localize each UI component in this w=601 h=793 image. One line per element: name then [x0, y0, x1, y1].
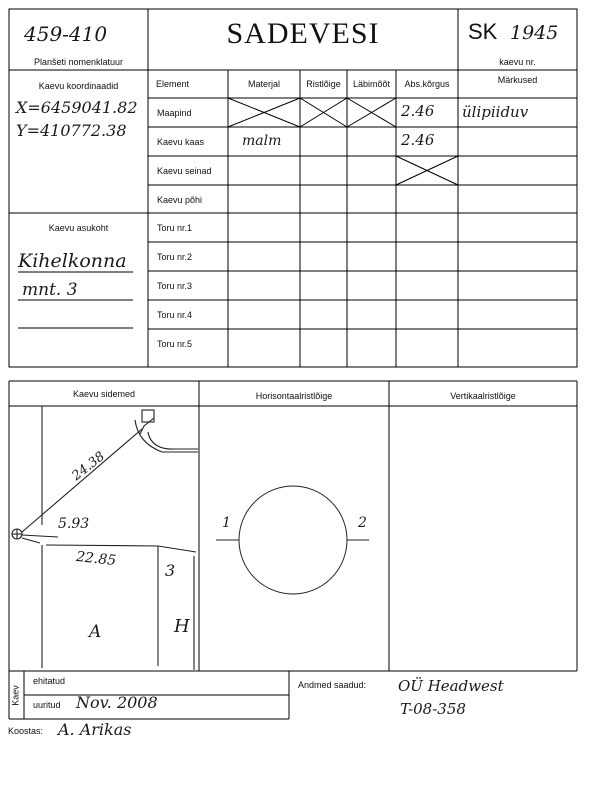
abs-height-cover: 2.46 [401, 131, 435, 149]
row-label: Toru nr.4 [157, 310, 193, 320]
dimension-3: 22.85 [75, 548, 117, 570]
sketch-col1-label: Kaevu sidemed [72, 389, 136, 399]
well-sketch [12, 406, 198, 670]
well-prefix: SK [468, 19, 498, 44]
col-header-material: Materjal [247, 79, 280, 89]
note-ground: ülipiiduv [462, 103, 529, 121]
row-label: Toru nr.5 [157, 339, 193, 349]
sketch-col2-label: Horisontaalristlõige [255, 391, 333, 401]
data-source-line2: T-08-358 [400, 700, 466, 718]
col-header-cross-section: Ristlõige [306, 79, 341, 89]
coord-x: X=6459041.82 [16, 98, 138, 117]
side-label: Kaev [10, 685, 21, 706]
location-line1: Kihelkonna [18, 250, 127, 272]
location-line2: mnt. 3 [22, 280, 78, 300]
compiler-value: A. Arikas [58, 720, 132, 739]
col-header-notes: Märkused [497, 75, 538, 85]
row-label: Toru nr.3 [157, 281, 193, 291]
abs-height-ground: 2.46 [401, 102, 435, 120]
row-label: Kaevu seinad [157, 166, 212, 176]
dimension-2: 5.93 [58, 516, 90, 532]
horizontal-section [216, 486, 369, 594]
sketch-col3-label: Vertikaalristlõige [450, 391, 516, 401]
built-label: ehitatud [33, 676, 66, 686]
dimension-1: 24.38 [69, 449, 108, 484]
col-header-element: Element [156, 79, 190, 89]
document-title: SADEVESI [226, 17, 380, 50]
well-number: 1945 [510, 22, 559, 44]
row-label: Kaevu kaas [157, 137, 205, 147]
compiler-label: Koostas: [8, 726, 44, 736]
coords-label: Kaevu koordinaadid [38, 81, 119, 91]
surveyed-value: Nov. 2008 [76, 693, 158, 712]
row-label: Maapind [157, 108, 192, 118]
data-source-line1: OÜ Headwest [398, 677, 504, 695]
mark-a: A [89, 622, 102, 642]
location-label: Kaevu asukoht [48, 223, 109, 233]
sheet-code: 459-410 [24, 22, 108, 46]
mark-3: 3 [165, 561, 176, 580]
well-label: kaevu nr. [499, 57, 536, 67]
pipe-label-2: 2 [358, 515, 367, 531]
pipe-label-1: 1 [222, 515, 231, 531]
data-source-label: Andmed saadud: [298, 680, 367, 690]
col-header-abs-height: Abs.kõrgus [404, 79, 450, 89]
row-label: Toru nr.1 [157, 223, 193, 233]
row-label: Toru nr.2 [157, 252, 193, 262]
surveyed-label: uuritud [33, 700, 61, 710]
mark-h: H [174, 616, 190, 637]
row-label: Kaevu põhi [157, 195, 203, 205]
material-cover: malm [242, 133, 282, 149]
coord-y: Y=410772.38 [16, 121, 127, 140]
sheet-label: Planšeti nomenklatuur [33, 57, 124, 67]
col-header-diameter: Läbimõõt [352, 79, 391, 89]
